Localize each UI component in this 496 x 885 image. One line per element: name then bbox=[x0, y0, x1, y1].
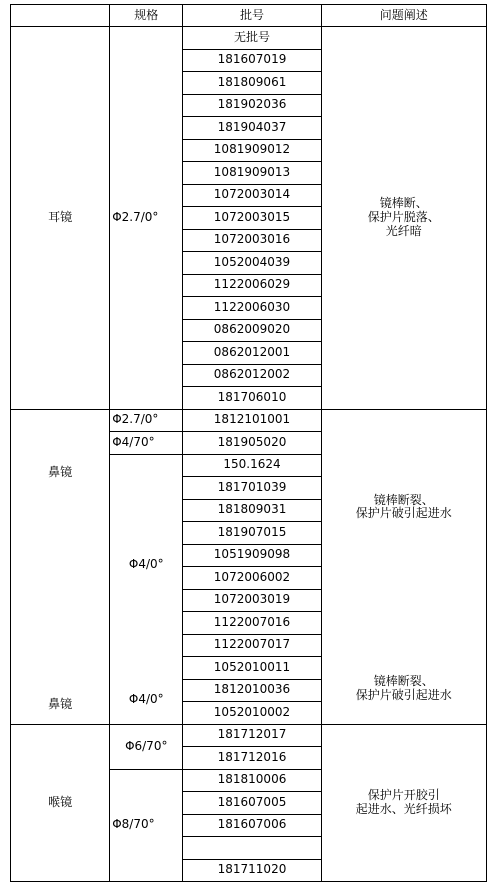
batch-cell: 150.1624 bbox=[183, 454, 321, 477]
batch-cell: 1122007017 bbox=[183, 634, 321, 657]
table-row bbox=[11, 724, 487, 747]
category-nose bbox=[11, 409, 110, 724]
issue-line: 起进水、光纤损坏 bbox=[355, 801, 452, 816]
batch-cell: 无批号 bbox=[183, 27, 321, 50]
batch-cell: 1812101001 bbox=[183, 409, 321, 432]
batch-cell bbox=[183, 837, 321, 860]
batch-cell: 1122007016 bbox=[183, 612, 321, 635]
spec-nose-b: Φ4/70° bbox=[110, 432, 183, 455]
batch-cell: 181712017 bbox=[183, 724, 321, 747]
batch-cell: 1072003015 bbox=[183, 207, 321, 230]
category-ear: 耳镜 bbox=[11, 27, 110, 410]
issue-table bbox=[10, 4, 487, 882]
batch-cell: 181810006 bbox=[183, 769, 321, 792]
batch-cell: 181607019 bbox=[183, 49, 321, 72]
batch-cell: 1072003019 bbox=[183, 589, 321, 612]
batch-cell: 1081909012 bbox=[183, 139, 321, 162]
batch-cell: 181904037 bbox=[183, 117, 321, 140]
batch-cell: 1052004039 bbox=[183, 252, 321, 275]
spec-nose-a: Φ2.7/0° bbox=[110, 409, 183, 432]
batch-cell: 181607005 bbox=[183, 792, 321, 815]
spec-ear: Φ2.7/0° bbox=[110, 27, 183, 410]
batch-cell: 1122006029 bbox=[183, 274, 321, 297]
batch-cell: 1051909098 bbox=[183, 544, 321, 567]
batch-cell: 181701039 bbox=[183, 477, 321, 500]
batch-cell: 1812010036 bbox=[183, 679, 321, 702]
batch-cell: 181712016 bbox=[183, 747, 321, 770]
issue-nose-bottom bbox=[322, 675, 486, 703]
batch-cell: 1052010011 bbox=[183, 657, 321, 680]
issue-line: 保护片脱落、 bbox=[367, 209, 440, 224]
batch-cell: 1072003014 bbox=[183, 184, 321, 207]
batch-cell: 181809031 bbox=[183, 499, 321, 522]
header-row bbox=[11, 5, 487, 27]
batch-cell: 181902036 bbox=[183, 94, 321, 117]
category-throat: 喉镜 bbox=[11, 724, 110, 882]
header-batch: 批号 bbox=[183, 5, 321, 27]
category-nose-bottom: 鼻镜 bbox=[48, 696, 73, 711]
header-spec: 规格 bbox=[110, 5, 183, 27]
spec-throat-b: Φ8/70° bbox=[110, 769, 183, 882]
batch-cell: 181706010 bbox=[183, 387, 321, 410]
header-category bbox=[11, 5, 110, 27]
spec-nose-c-bottom: Φ4/0° bbox=[128, 691, 164, 706]
spec-nose-c bbox=[110, 454, 183, 724]
batch-cell: 1052010002 bbox=[183, 702, 321, 725]
table-row bbox=[11, 27, 487, 50]
batch-cell: 181907015 bbox=[183, 522, 321, 545]
batch-cell: 0862012002 bbox=[183, 364, 321, 387]
issue-throat bbox=[321, 724, 486, 882]
batch-cell: 0862009020 bbox=[183, 319, 321, 342]
issue-ear bbox=[321, 27, 486, 410]
batch-cell: 181809061 bbox=[183, 72, 321, 95]
issue-line: 镜棒断、 bbox=[379, 196, 428, 211]
batch-cell: 0862012001 bbox=[183, 342, 321, 365]
issue-line: 保护片破引起进水 bbox=[355, 506, 452, 521]
batch-cell: 1072003016 bbox=[183, 229, 321, 252]
batch-cell: 181711020 bbox=[183, 859, 321, 882]
issue-nose bbox=[321, 409, 486, 724]
batch-cell: 1072006002 bbox=[183, 567, 321, 590]
category-nose-top: 鼻镜 bbox=[48, 464, 73, 479]
table-row bbox=[11, 409, 487, 432]
spec-throat-a: Φ6/70° bbox=[110, 724, 183, 769]
issue-line: 镜棒断裂、 bbox=[373, 492, 434, 507]
batch-cell: 1081909013 bbox=[183, 162, 321, 185]
issue-line: 保护片破引起进水 bbox=[355, 687, 452, 702]
batch-cell: 1122006030 bbox=[183, 297, 321, 320]
batch-cell: 181905020 bbox=[183, 432, 321, 455]
issue-line: 保护片开胶引 bbox=[367, 787, 440, 802]
batch-cell: 181607006 bbox=[183, 814, 321, 837]
header-issue: 问题阐述 bbox=[321, 5, 486, 27]
spec-nose-c-top: Φ4/0° bbox=[128, 556, 164, 571]
issue-line: 镜棒断裂、 bbox=[373, 673, 434, 688]
issue-nose-top bbox=[322, 494, 486, 522]
issue-line: 光纤暗 bbox=[385, 223, 422, 238]
